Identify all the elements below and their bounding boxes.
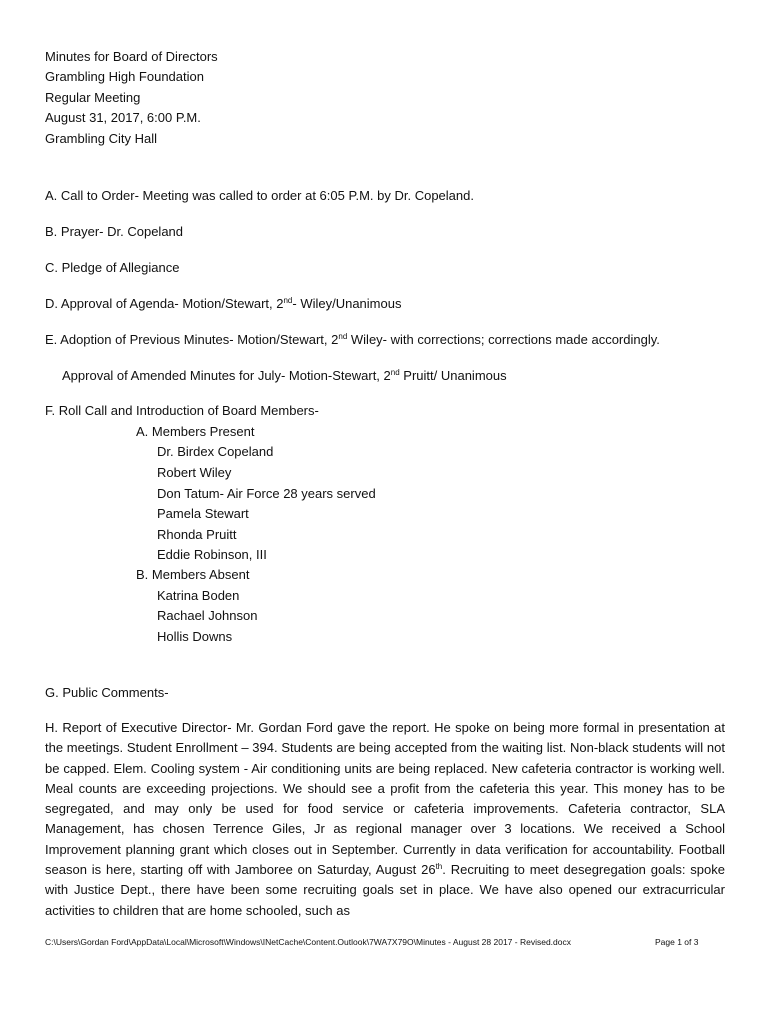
item-prayer: B. Prayer- Dr. Copeland [45, 224, 184, 239]
report-text-continued: . Recruiting to meet desegregation goals: spoke with Justice Dept., there have been some recruiting goals set in place. We have also opened our extracurricular activities to children that are home schooled, such as [45, 862, 725, 918]
report-sup: th [435, 862, 443, 872]
header-organization: Grambling High Foundation [45, 69, 204, 84]
item-e2-text-end: Pruitt/ Unanimous [399, 368, 507, 383]
header-date: August 31, 2017, 6:00 P.M. [45, 110, 201, 125]
header-location: Grambling City Hall [45, 131, 157, 146]
member-present: Rhonda Pruitt [157, 527, 237, 542]
footer-page-number: Page 1 of 3 [655, 937, 699, 947]
item-d-text: D. Approval of Agenda- Motion/Stewart, 2 [45, 296, 284, 311]
footer-file-path: C:\Users\Gordan Ford\AppData\Local\Microsoft\Windows\INetCache\Content.Outlook\7WA7X79O\Minutes - August 28 2017 - Revised.docx [45, 937, 571, 947]
item-amended-minutes [62, 367, 507, 384]
members-absent-heading: B. Members Absent [136, 567, 250, 582]
item-e-sup: nd [338, 332, 348, 341]
header-meeting-type: Regular Meeting [45, 90, 141, 105]
item-e2-sup: nd [390, 368, 400, 377]
member-present: Dr. Birdex Copeland [157, 444, 274, 459]
member-present: Pamela Stewart [157, 506, 249, 521]
item-e-text: E. Adoption of Previous Minutes- Motion/Stewart, 2 [45, 332, 339, 347]
report-text: H. Report of Executive Director- Mr. Gordan Ford gave the report. He spoke on being more formal in presentation at the meetings. Student Enrollment – 394. Students are being accepted from the waiting list. Non-black students will not be capped. Elem. Cooling system - Air conditioning units are being replaced. New cafeteria contractor is working well. Meal counts are exceeding projections. We should see a profit from the cafeteria this year. This money has to be segregated, and may only be used for food service or cafeteria improvements. Cafeteria contractor, SLA Management, has chosen Terrence Giles, Jr as regional manager over 3 locations. We received a School Improvement planning grant which closes out in September. Currently in data verification for accountability. Football season is here, starting off with Jamboree on Saturday, August 26 [45, 720, 725, 878]
executive-director-report [45, 718, 725, 921]
member-absent: Katrina Boden [157, 588, 240, 603]
member-present: Robert Wiley [157, 465, 232, 480]
member-present: Don Tatum- Air Force 28 years served [157, 486, 376, 501]
item-pledge: C. Pledge of Allegiance [45, 260, 180, 275]
item-d-sup: nd [283, 296, 293, 305]
item-e2-text: Approval of Amended Minutes for July- Motion-Stewart, 2 [62, 368, 391, 383]
item-d-text-end: - Wiley/Unanimous [292, 296, 402, 311]
member-absent: Rachael Johnson [157, 608, 258, 623]
header-title: Minutes for Board of Directors [45, 49, 218, 64]
member-present: Eddie Robinson, III [157, 547, 267, 562]
item-call-to-order: A. Call to Order- Meeting was called to order at 6:05 P.M. by Dr. Copeland. [45, 188, 474, 203]
item-previous-minutes [45, 331, 660, 348]
item-roll-call: F. Roll Call and Introduction of Board Members- [45, 403, 319, 418]
member-absent: Hollis Downs [157, 629, 233, 644]
item-e-text-end: Wiley- with corrections; corrections made accordingly. [347, 332, 660, 347]
members-present-heading: A. Members Present [136, 424, 255, 439]
item-public-comments: G. Public Comments- [45, 685, 169, 700]
item-approval-agenda [45, 295, 401, 312]
